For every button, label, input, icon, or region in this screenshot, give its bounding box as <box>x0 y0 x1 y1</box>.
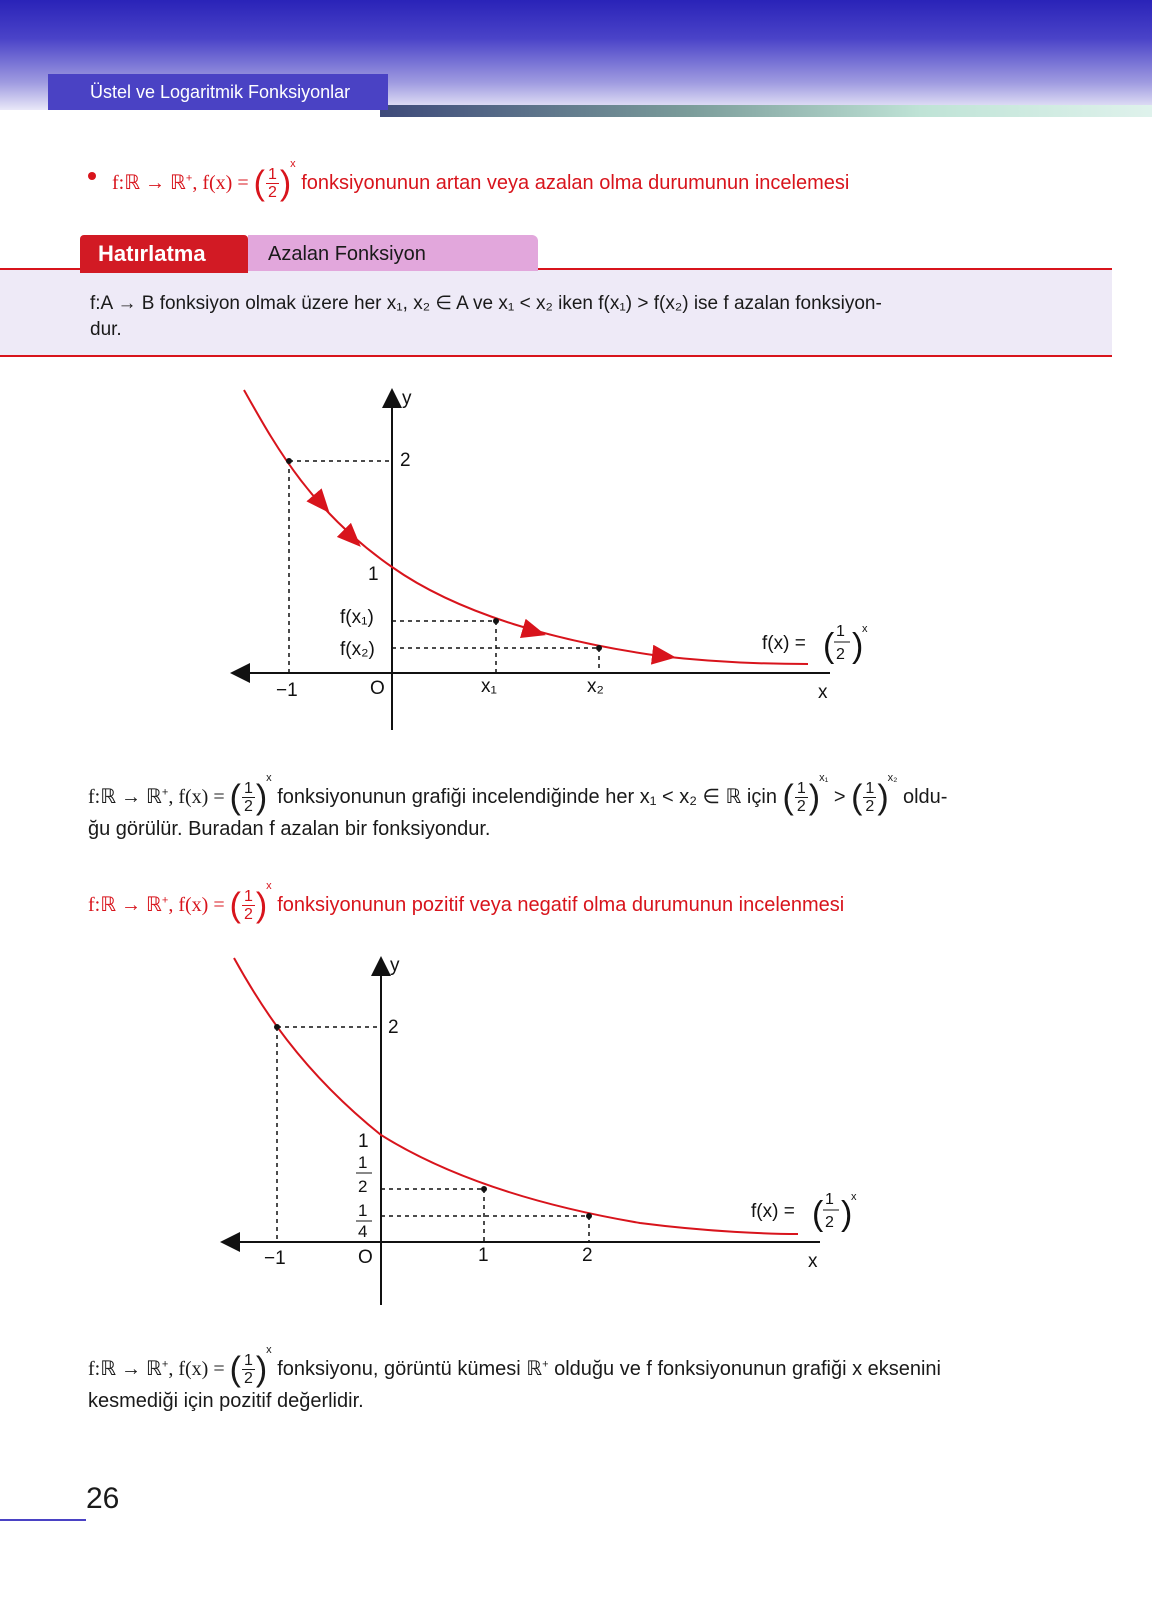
x-tick-1: 1 <box>478 1245 489 1266</box>
fraction: $\frac{1}{2}$ <box>243 1352 253 1388</box>
y-tick-2: 2 <box>400 450 411 471</box>
point-x2 <box>596 645 602 651</box>
svg-text:(: ( <box>823 627 835 665</box>
y-tick-fx2: f(x₂) <box>340 639 375 660</box>
curve-exp: x <box>862 623 868 635</box>
point-x1 <box>493 618 499 624</box>
x-tick-neg1: −1 <box>276 680 298 701</box>
origin-label: O <box>358 1247 373 1268</box>
bullet-icon <box>88 172 96 180</box>
fraction: $\frac{1}{2}$ <box>267 166 277 202</box>
curve-frac-num: 1 <box>836 623 845 640</box>
point-2-quarter <box>586 1213 592 1219</box>
point-1-half <box>481 1186 487 1192</box>
fraction: $\frac{1}{2}$ <box>243 780 253 816</box>
x-tick-x1: x₁ <box>481 676 497 697</box>
x-axis-label: x <box>808 1251 818 1272</box>
reminder-title: Azalan Fonksiyon <box>248 235 538 271</box>
x-axis-label: x <box>818 682 828 703</box>
x-tick-2: 2 <box>582 1245 593 1266</box>
y-tick-half-num: 1 <box>358 1153 368 1172</box>
y-tick-quarter-den: 4 <box>358 1222 368 1241</box>
graph2-positive <box>0 940 1152 1320</box>
y-tick-1: 1 <box>358 1131 369 1152</box>
exponent: x <box>290 158 296 170</box>
svg-text:(: ( <box>812 1195 824 1233</box>
section2-heading: f:ℝ → ℝ+, f(x) = ( $\frac{1}{2}$ )$^x$ fonksiyonunun pozitif veya negatif olma durumunun incelenmesi <box>88 880 845 925</box>
reminder-line1: f:A → B fonksiyon olmak üzere her x₁, x₂ ∈ A ve x₁ < x₂ iken f(x₁) > f(x₂) ise f azalan fonksiyon- <box>90 293 882 314</box>
para2-line1: f:ℝ → ℝ+, f(x) = ( $\frac{1}{2}$ )$^x$ fonksiyonu, görüntü kümesi ℝ+ olduğu ve f fonksiyonunun grafiği x eksenini <box>88 1344 942 1389</box>
curve-frac-den: 2 <box>836 646 845 663</box>
y-tick-2: 2 <box>388 1017 399 1038</box>
y-tick-quarter-num: 1 <box>358 1201 368 1220</box>
curve-fx <box>234 958 798 1234</box>
header-accent-line <box>380 105 1152 117</box>
y-axis-label: y <box>402 388 412 409</box>
curve-frac-num: 1 <box>825 1191 834 1208</box>
fn-def: , f(x) = <box>192 172 254 194</box>
curve-label: f(x) = <box>762 633 806 654</box>
svg-text:): ) <box>841 1195 853 1233</box>
curve-label: f(x) = <box>751 1201 795 1222</box>
curve-frac-den: 2 <box>825 1214 834 1231</box>
y-tick-fx1: f(x₁) <box>340 607 374 628</box>
point-neg1-2 <box>274 1024 280 1030</box>
reminder-line2: dur. <box>90 319 122 340</box>
para1-line2: ğu görülür. Buradan f azalan bir fonksiyondur. <box>88 818 491 840</box>
section1-heading: f:ℝ → ℝ+, f(x) = ( $\frac{1}{2}$ )$^x$ fonksiyonunun artan veya azalan olma durumunun incelemesi <box>112 158 850 203</box>
reminder-tag: Hatırlatma <box>80 235 248 273</box>
y-axis-label: y <box>390 955 400 976</box>
section1-text: fonksiyonunun artan veya azalan olma durumunun incelemesi <box>295 172 850 194</box>
chapter-title: Üstel ve Logaritmik Fonksiyonlar <box>48 74 388 110</box>
curve-exp: x <box>851 1191 857 1203</box>
para2-line2: kesmediği için pozitif değerlidir. <box>88 1390 364 1412</box>
fraction: $\frac{1}{2}$ <box>243 888 253 924</box>
origin-label: O <box>370 678 385 699</box>
x-tick-x2: x₂ <box>587 676 604 697</box>
y-tick-half-den: 2 <box>358 1177 368 1196</box>
para1-line1: f:ℝ → ℝ+, f(x) = ( $\frac{1}{2}$ )$^x$ fonksiyonunun grafiği incelendiğinde her x₁ < x₂ ∈ ℝ için ( $\frac{1}{2}$ )$^{x_1}$ > ( $\frac{1}{2}$ )$^{x_2}$ oldu- <box>88 772 948 817</box>
page-number: 26 <box>86 1482 120 1515</box>
fn-domain: f:ℝ → ℝ <box>112 172 186 194</box>
page-number-underline <box>0 1519 86 1521</box>
point-neg1 <box>286 458 292 464</box>
fn-sup: + <box>185 172 193 185</box>
curve-fx <box>244 390 808 664</box>
svg-text:): ) <box>852 627 864 665</box>
y-tick-1: 1 <box>368 564 379 585</box>
x-tick-neg1: −1 <box>264 1248 286 1269</box>
graph1-decreasing <box>0 370 1152 750</box>
